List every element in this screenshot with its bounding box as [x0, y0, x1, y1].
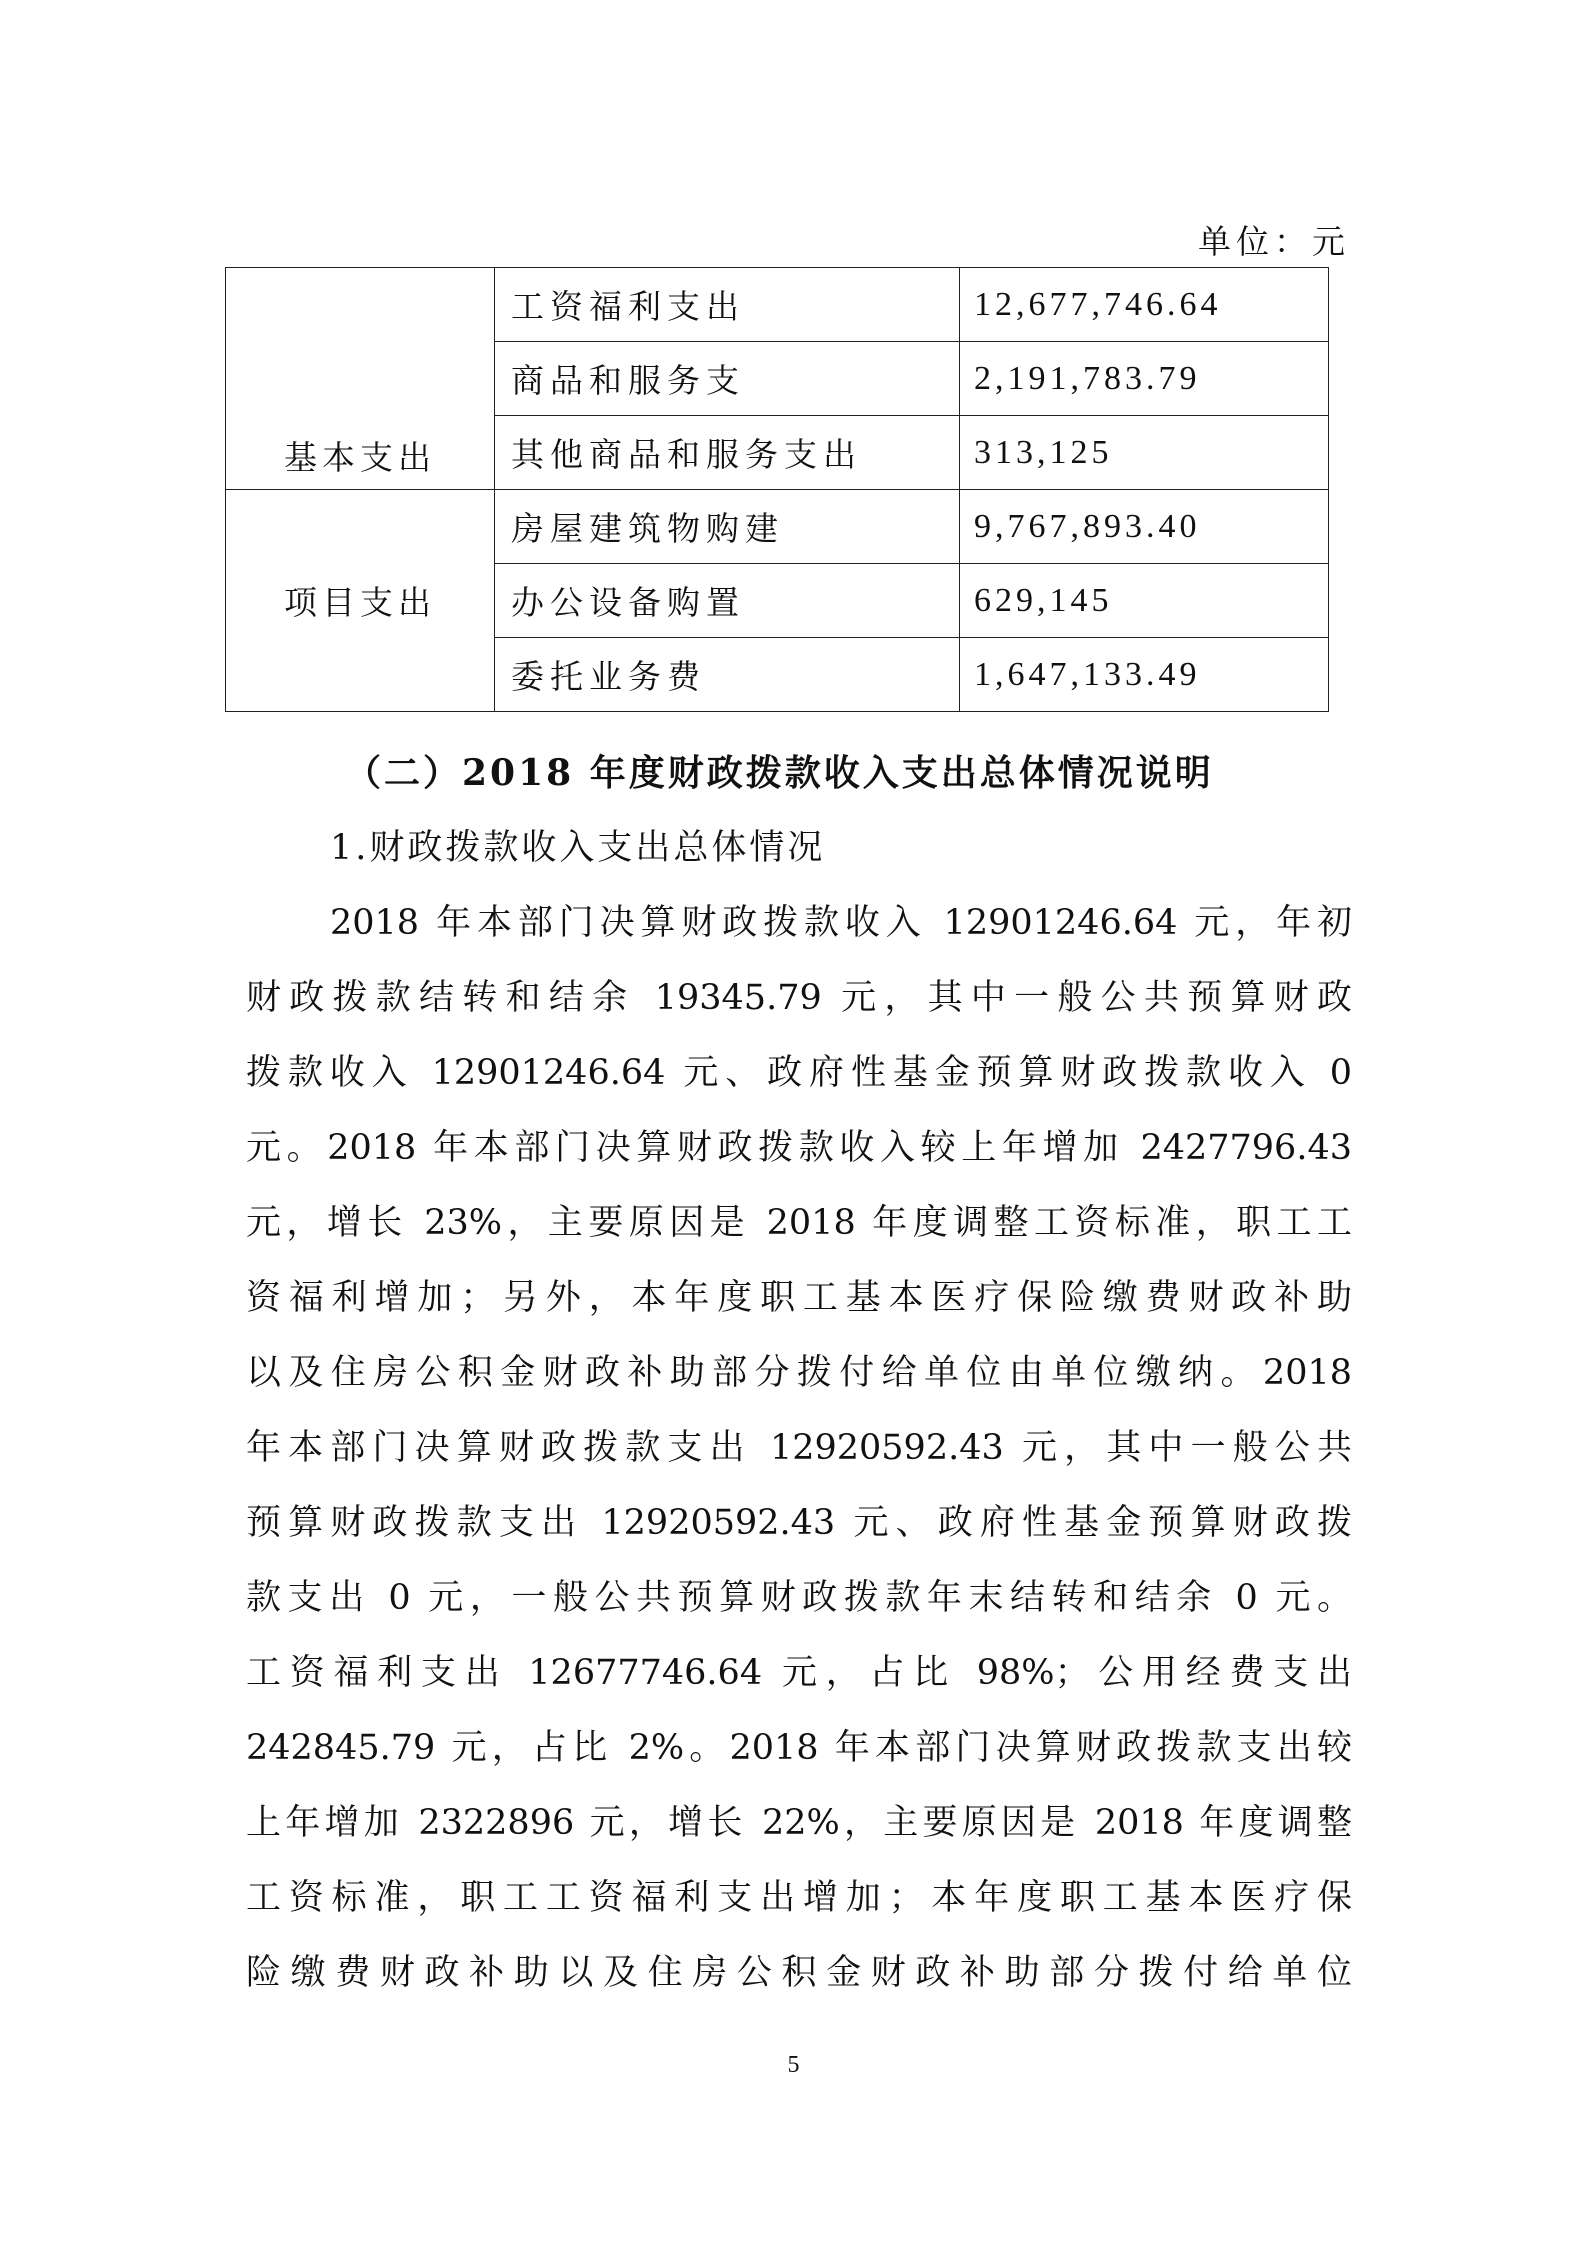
item-cell: 工资福利支出: [495, 268, 960, 342]
section-heading: （二）2018 年度财政拨款收入支出总体情况说明: [345, 752, 1214, 794]
paragraph-line: 以及住房公积金财政补助部分拨付给单位由单位缴纳。2018: [246, 1353, 1352, 1393]
amount-cell: 1,647,133.49: [960, 638, 1329, 712]
paragraph-line: 资福利增加；另外，本年度职工基本医疗保险缴费财政补助: [246, 1278, 1352, 1318]
paragraph-line: 2018 年本部门决算财政拨款收入 12901246.64 元，年初: [330, 903, 1352, 943]
paragraph-line: 工资标准，职工工资福利支出增加；本年度职工基本医疗保: [246, 1878, 1352, 1918]
amount-cell: 12,677,746.64: [960, 268, 1329, 342]
paragraph-line: 款支出 0 元，一般公共预算财政拨款年末结转和结余 0 元。: [246, 1578, 1352, 1618]
item-cell: 房屋建筑物购建: [495, 490, 960, 564]
paragraph-line: 拨款收入 12901246.64 元、政府性基金预算财政拨款收入 0: [246, 1053, 1352, 1093]
table-row: [226, 268, 1329, 342]
item-cell: 商品和服务支: [495, 342, 960, 416]
amount-cell: 2,191,783.79: [960, 342, 1329, 416]
item-cell: 其他商品和服务支出: [495, 416, 960, 490]
table-row: [226, 490, 1329, 564]
paragraph-line: 元。2018 年本部门决算财政拨款收入较上年增加 2427796.43: [246, 1128, 1352, 1168]
paragraph-line: 工资福利支出 12677746.64 元，占比 98%；公用经费支出: [246, 1653, 1352, 1693]
item-cell: 委托业务费: [495, 638, 960, 712]
expenditure-table: [225, 267, 1329, 712]
amount-cell: 9,767,893.40: [960, 490, 1329, 564]
paragraph-line: 预算财政拨款支出 12920592.43 元、政府性基金预算财政拨: [246, 1503, 1352, 1543]
amount-cell: 313,125: [960, 416, 1329, 490]
group-cell-project: 项目支出: [226, 490, 495, 712]
group-cell-basic: 基本支出: [226, 268, 495, 490]
unit-label: 单位：元: [1198, 222, 1350, 261]
paragraph-line: 年本部门决算财政拨款支出 12920592.43 元，其中一般公共: [246, 1428, 1352, 1468]
item-cell: 办公设备购置: [495, 564, 960, 638]
page-number: 5: [787, 2052, 800, 2078]
subheading: 1.财政拨款收入支出总体情况: [330, 828, 826, 868]
paragraph-line: 242845.79 元，占比 2%。2018 年本部门决算财政拨款支出较: [246, 1728, 1352, 1768]
paragraph-line: 财政拨款结转和结余 19345.79 元，其中一般公共预算财政: [246, 978, 1352, 1018]
paragraph-line: 元，增长 23%，主要原因是 2018 年度调整工资标准，职工工: [246, 1203, 1352, 1243]
paragraph-line: 险缴费财政补助以及住房公积金财政补助部分拨付给单位: [246, 1953, 1352, 1993]
amount-cell: 629,145: [960, 564, 1329, 638]
paragraph-line: 上年增加 2322896 元，增长 22%，主要原因是 2018 年度调整: [246, 1803, 1352, 1843]
